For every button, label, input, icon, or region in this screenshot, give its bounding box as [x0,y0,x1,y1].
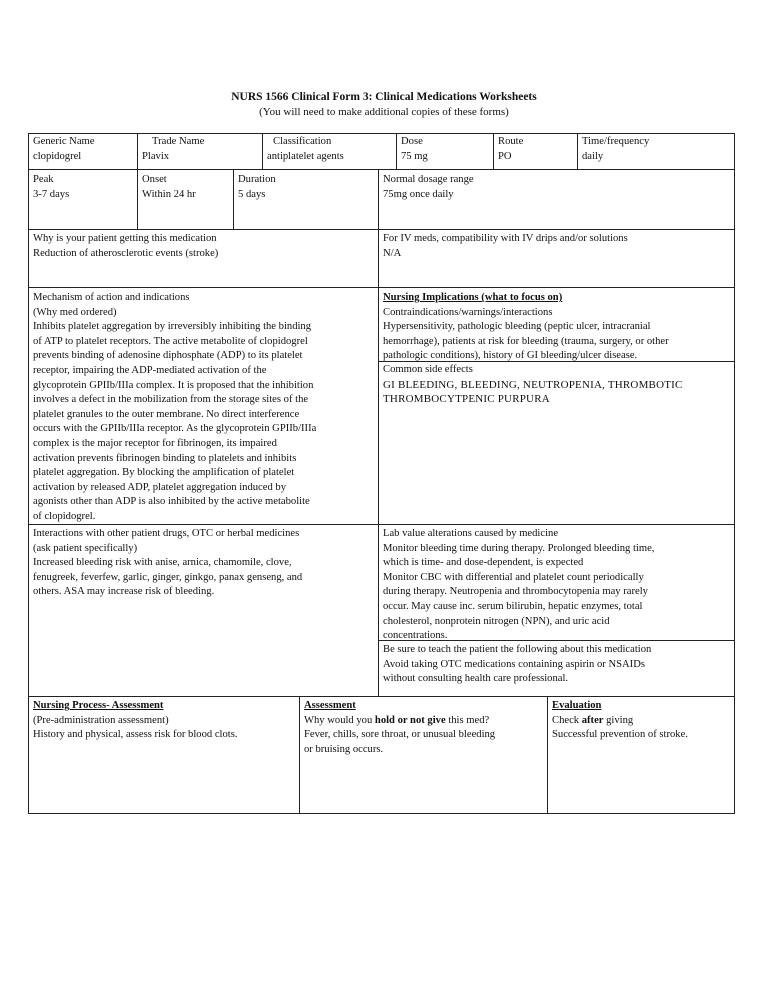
onset-label: Onset [142,174,167,185]
route-label: Route [498,136,524,147]
dosage-range-label: Normal dosage range [383,174,474,185]
generic-name-cell [29,133,137,164]
hold-question [304,714,543,729]
mechanism-line: platelet granules to the outer membrane. No direct interference [33,408,300,420]
lab-values-line: cholesterol, nonprotein nitrogen (NPN), and uric acid [383,615,610,627]
iv-compatibility-cell [379,230,734,261]
evaluation-check-text: Check [552,714,582,726]
interactions-cell [29,525,378,600]
page-title: NURS 1566 Clinical Form 3: Clinical Medications Worksheets [231,91,537,103]
mechanism-line: (Why med ordered) [33,306,117,318]
trade-name-cell [138,133,262,164]
nursing-implications-cell [379,289,734,364]
why-medication-label: Why is your patient getting this medication [33,233,217,244]
hold-reason-line: or bruising occurs. [304,743,384,755]
evaluation-cell [548,697,734,743]
dosage-range-value: 75mg once daily [383,188,454,200]
lab-values-line: occur. May cause inc. serum bilirubin, hepatic enzymes, total [383,600,643,612]
mechanism-line: of clopidogrel. [33,510,96,522]
mechanism-line: prevents binding of adenosine diphosphate (ADP) to its platelet [33,350,303,362]
mechanism-line: activation prevents fibrinogen binding to platelets and inhibits [33,452,297,464]
assessment-hold-cell [300,697,547,757]
lab-values-line: during therapy. Neutropenia and thrombocytopenia may rarely [383,586,648,598]
teaching-line: Avoid taking OTC medications containing aspirin or NSAIDs [383,658,645,670]
mechanism-line: Inhibits platelet aggregation by irreversibly inhibiting the binding [33,321,312,333]
teaching-line: without consulting health care professional. [383,673,569,685]
evaluation-check-text: giving [603,714,634,726]
mechanism-line: occurs with the GPIIb/IIIa receptor. As the glycoprotein GPIIb/IIIa [33,423,317,435]
assessment-heading: Assessment [304,700,356,711]
route-cell [494,133,577,164]
mechanism-cell [29,289,378,525]
iv-compatibility-label: For IV meds, compatibility with IV drips and/or solutions [383,233,628,244]
generic-name-value: clopidogrel [33,150,82,162]
hold-question-text: this med? [445,714,490,726]
side-effects-line: THROMBOCYTPENIC PURPURA [383,393,550,406]
implications-line: Hypersensitivity, pathologic bleeding (peptic ulcer, intracranial [383,321,651,333]
route-value: PO [498,150,512,162]
teaching-line: Be sure to teach the patient the following about this medication [383,644,652,655]
mechanism-line: of ATP to platelet receptors. The active metabolite of clopidogrel [33,335,308,347]
implications-line: hemorrhage), patients at risk for bleeding (trauma, surgery, or other [383,335,669,347]
trade-name-value: Plavix [142,150,170,162]
generic-name-label: Generic Name [33,136,95,147]
side-effects-line: GI BLEEDING, BLEEDING, NEUTROPENIA, THROMBOTIC [383,378,683,391]
lab-values-line: Monitor bleeding time during therapy. Prolonged bleeding time, [383,542,655,554]
mechanism-line: complex is the major receptor for fibrinogen, its impaired [33,437,277,449]
duration-label: Duration [238,174,276,185]
onset-cell [138,171,233,202]
classification-label: Classification [273,136,332,147]
interactions-line: others. ASA may increase risk of bleeding. [33,586,215,598]
time-frequency-label: Time/frequency [582,136,650,147]
hold-reason-line: Fever, chills, sore throat, or unusual bleeding [304,729,496,741]
dose-value: 75 mg [401,150,428,162]
evaluation-heading: Evaluation [552,700,602,711]
interactions-line: (ask patient specifically) [33,542,138,554]
patient-teaching-cell [379,641,734,687]
side-effects-cell [379,361,734,407]
mechanism-line: agonists other than ADP is also inhibited by the active metabolite [33,496,310,508]
nursing-process-assessment-cell [29,697,299,743]
trade-name-label: Trade Name [152,136,205,147]
classification-cell [263,133,396,164]
lab-values-line: Monitor CBC with differential and platelet count periodically [383,571,644,583]
mechanism-line: receptor, impairing the ADP-mediated activation of the [33,364,267,376]
lab-values-line: which is time- and dose-dependent, is expected [383,557,584,569]
why-medication-cell [29,230,378,261]
hold-question-text: Why would you [304,714,375,726]
mechanism-line: involves a defect in the mobilization from the storage sites of the [33,394,309,406]
lab-values-line: Lab value alterations caused by medicine [383,528,559,539]
hold-question-emphasis: hold or not give [374,714,446,726]
peak-cell [29,171,137,202]
duration-value: 5 days [238,188,266,200]
peak-value: 3-7 days [33,188,70,200]
mechanism-line: activation by released ADP, platelet aggregation induced by [33,481,286,493]
dosage-range-cell [379,171,734,202]
iv-compatibility-value: N/A [383,247,402,259]
duration-cell [234,171,378,202]
nursing-process-heading: Nursing Process- Assessment [33,700,164,711]
dose-label: Dose [401,136,423,147]
page-subtitle: (You will need to make additional copies of these forms) [259,106,509,118]
implications-line: pathologic conditions), history of GI bleeding/ulcer disease. [383,350,638,362]
lab-values-cell [379,525,734,644]
interactions-line: Interactions with other patient drugs, OTC or herbal medicines [33,528,300,539]
peak-label: Peak [33,174,54,185]
assessment-line: History and physical, assess risk for blood clots. [33,729,238,741]
classification-value: antiplatelet agents [267,150,344,162]
nursing-implications-heading: Nursing Implications (what to focus on) [383,292,563,303]
evaluation-check [552,714,730,729]
mechanism-line: Mechanism of action and indications [33,292,190,303]
interactions-line: fenugreek, feverfew, garlic, ginger, ginkgo, panax genseng, and [33,571,303,583]
mechanism-line: platelet aggregation. By blocking the amplification of platelet [33,467,295,479]
assessment-line: (Pre-administration assessment) [33,714,169,726]
side-effects-label: Common side effects [383,364,473,375]
time-frequency-value: daily [582,150,604,162]
evaluation-check-emphasis: after [581,714,604,726]
why-medication-value: Reduction of atherosclerotic events (stroke) [33,247,219,259]
interactions-line: Increased bleeding risk with anise, arnica, chamomile, clove, [33,557,292,569]
dose-cell [397,133,493,164]
time-frequency-cell [578,133,734,164]
evaluation-value: Successful prevention of stroke. [552,729,688,741]
implications-line: Contraindications/warnings/interactions [383,306,553,318]
lab-values-line: concentrations. [383,630,448,642]
mechanism-line: glycoprotein GPIIb/IIIa complex. It is proposed that the inhibition [33,379,314,391]
onset-value: Within 24 hr [142,188,196,200]
